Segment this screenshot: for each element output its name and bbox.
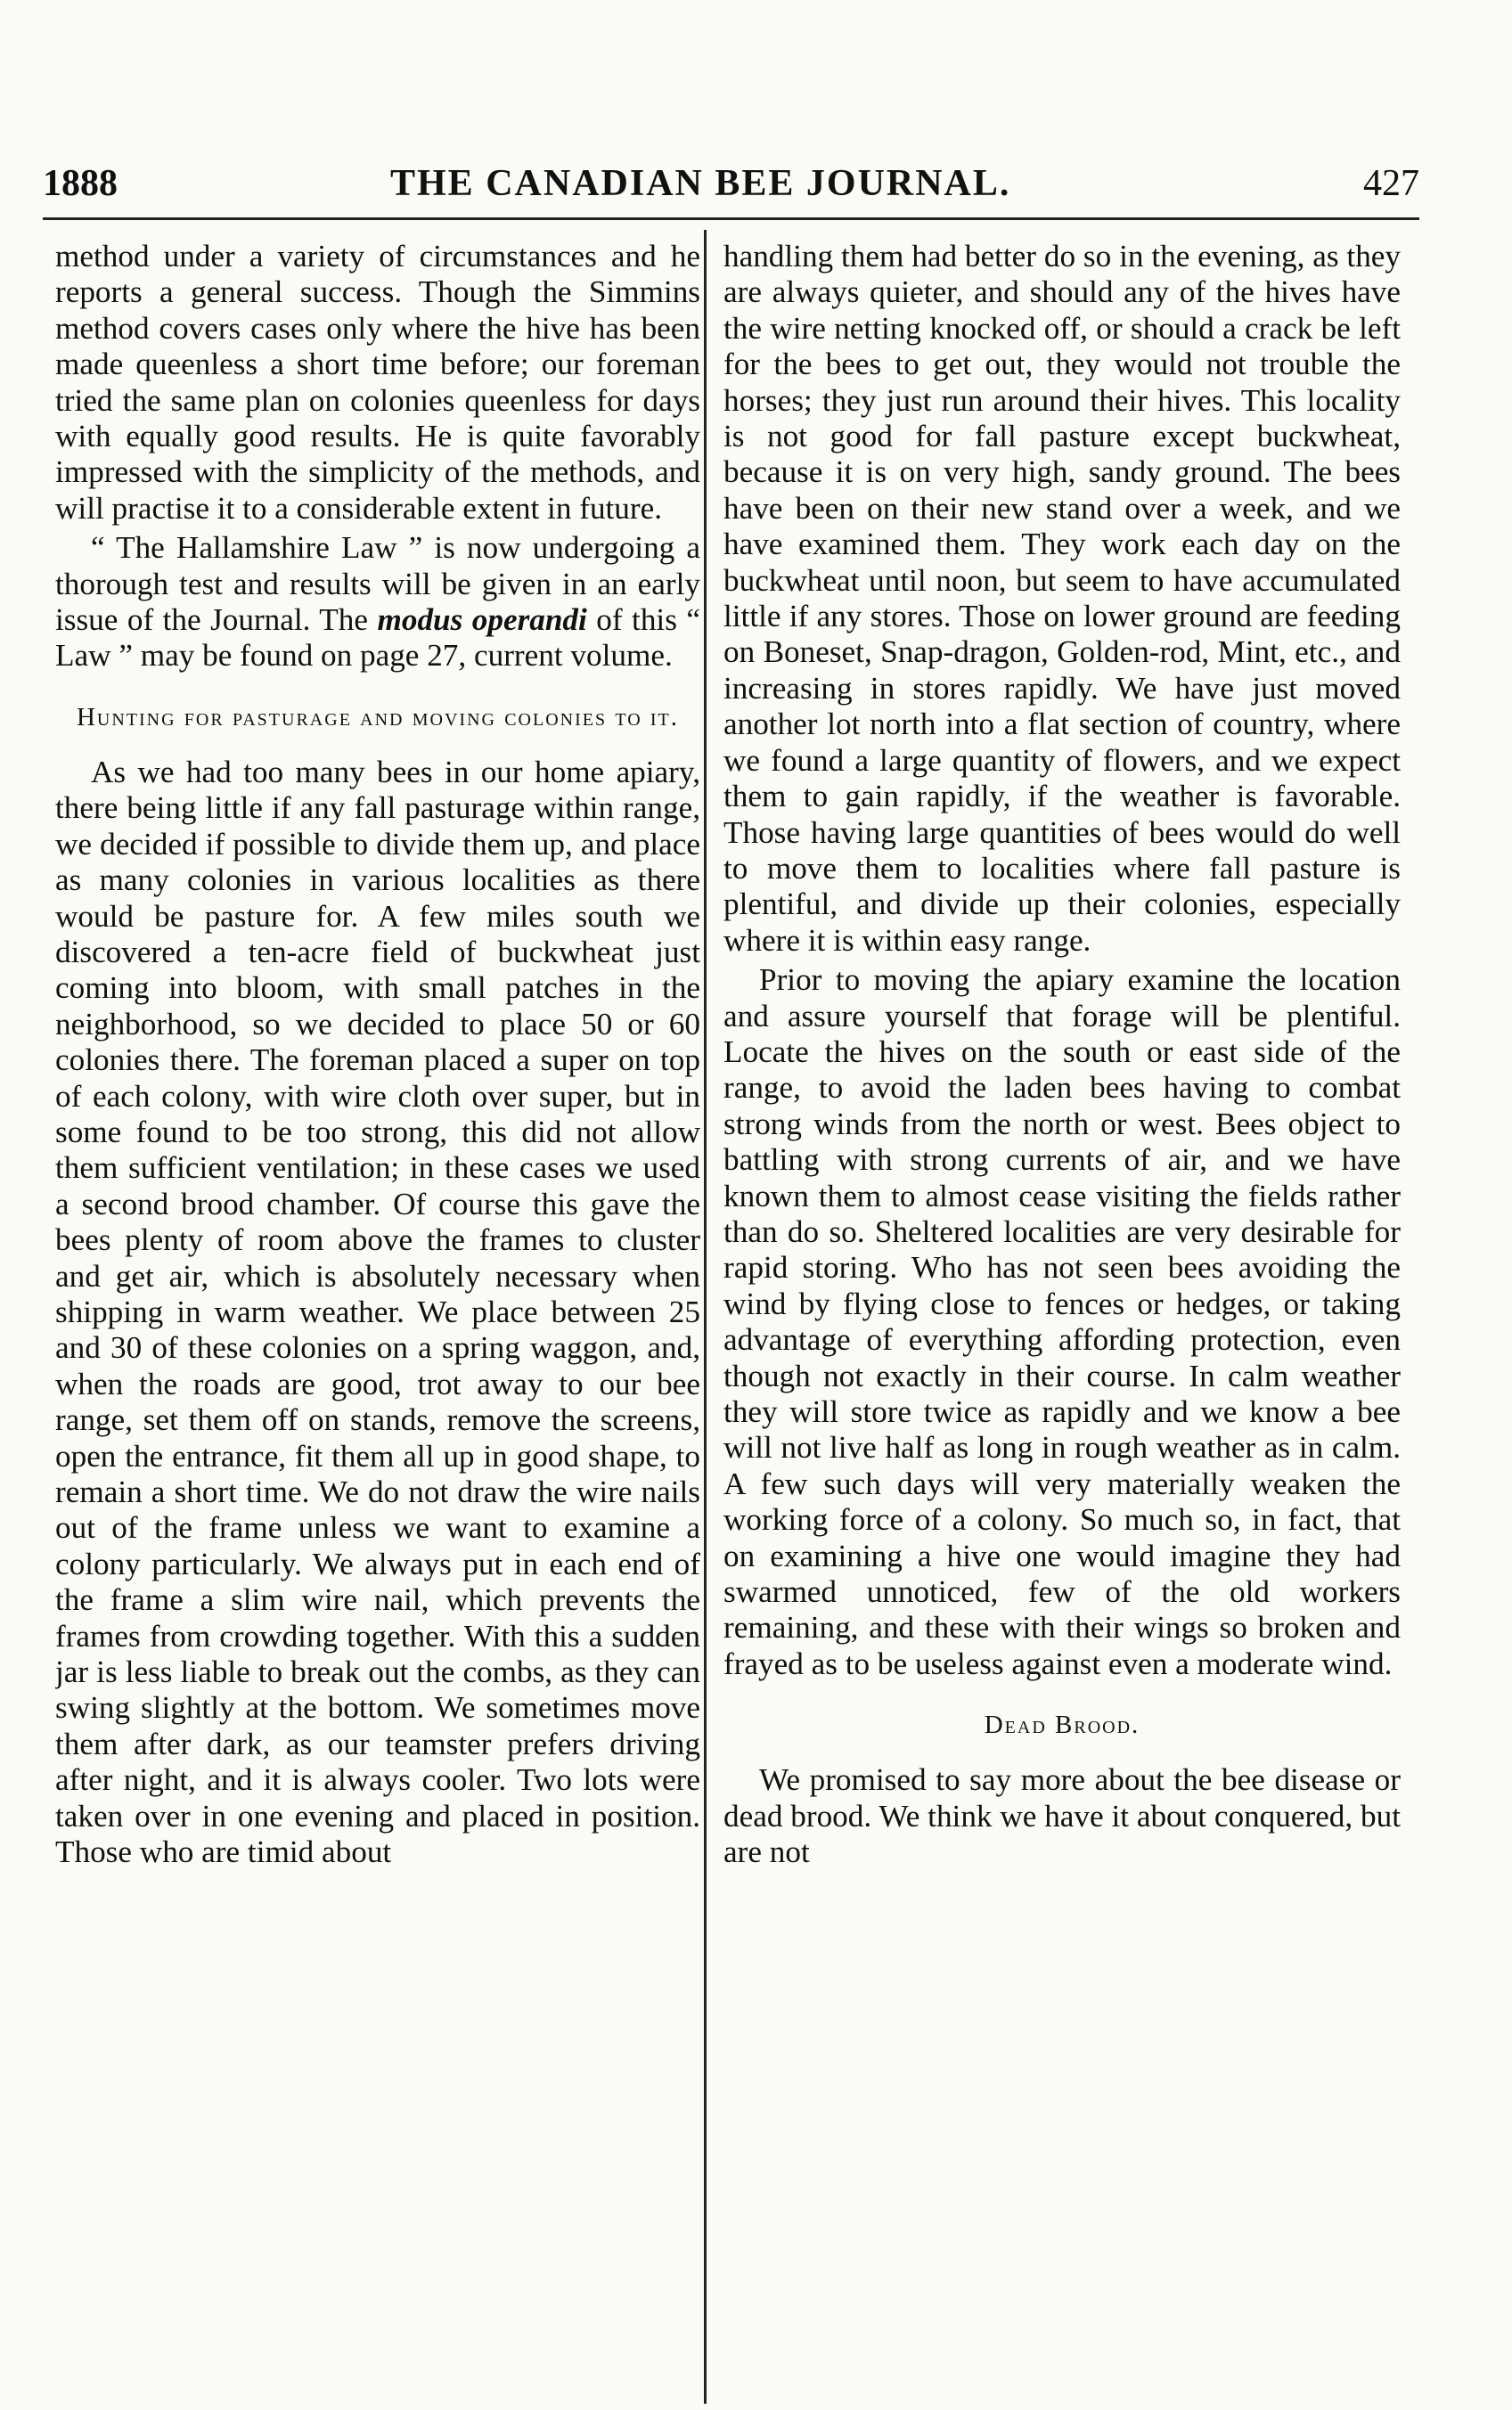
modus-operandi-text: modus operandi — [377, 602, 587, 638]
page-number: 427 — [1363, 163, 1419, 204]
page-header — [43, 157, 1419, 210]
header-rule — [43, 217, 1419, 220]
section-heading-dead-brood: Dead Brood. — [984, 1711, 1140, 1740]
left-paragraph-2-end: of this “ Law ” may be found on page 27, current volume. — [55, 602, 700, 674]
left-paragraph-3: As we had too many bees in our home apiary, there being little if any fall pasturage within range, we decided if possible to divide them up, and place as many colonies in various localities as there would be pasture for. A few miles south we discovered a ten-acre field of buckwheat just coming into bloom, with small patches in the neighborhood, so we decided to place 50 or 60 colonies there. The foreman placed a super on top of each colony, with wire cloth over super, but in some found to be too strong, this did not allow them sufficient ventilation; in these cases we used a second brood chamber. Of course this gave the bees plenty of room above the frames to cluster and get air, which is absolutely necessary when shipping in warm weather. We place between 25 and 30 of these colonies on a spring waggon, and, when the roads are good, trot away to our bee range, set them off on stands, remove the screens, open the entrance, fit them all up in good shape, to remain a short time. We do not draw the wire nails out of the frame unless we want to examine a colony particularly. We always put in each end of the frame a slim wire nail, which prevents the frames from crowding together. With this a sudden jar is less liable to break out the combs, as they can swing slightly at the bottom. We sometimes move them after dark, as our teamster prefers driving after night, and it is always cooler. Two lots were taken over in one evening and placed in position. Those who are timid about — [55, 754, 700, 1870]
left-paragraph-2 — [55, 530, 700, 674]
left-paragraph-2-start: “ The Hallamshire Law ” is now undergoing a thorough test and results will be given in an early issue of the Journal. The — [55, 530, 700, 638]
header-year: 1888 — [43, 163, 118, 204]
column-divider — [704, 230, 707, 2404]
right-paragraph-3: We promised to say more about the bee disease or dead brood. We think we have it about conquered, but are not — [723, 1762, 1401, 1870]
right-column — [723, 239, 1401, 2404]
right-paragraph-2: Prior to moving the apiary examine the location and assure yourself that forage will be plentiful. Locate the hives on the south or east side of the range, to avoid the laden bees having to combat strong winds from the north or west. Bees object to battling with strong currents of air, and we have known them to almost cease visiting the fields rather than do so. Sheltered localities are very desirable for rapid storing. Who has not seen bees avoiding the wind by flying close to fences or hedges, or taking advantage of everything affording protection, even though not exactly in their course. In calm weather they will store twice as rapidly and we know a bee will not live half as long in rough weather as in calm. A few such days will very materially weaken the working force of a colony. So much so, in fact, that on examining a hive one would imagine they had swarmed unnoticed, few of the old workers remaining, and these with their wings so broken and frayed as to be useless against even a moderate wind. — [723, 962, 1401, 1681]
left-paragraph-1: method under a variety of circumstances and he reports a general success. Though the Simmins method covers cases only where the hive has been made queenless a short time before; our foreman tried the same plan on colonies queenless for days with equally good results. He is quite favorably impressed with the simplicity of the methods, and will practise it to a considerable extent in future. — [55, 239, 700, 526]
left-column — [55, 239, 700, 2404]
section-heading-pasturage: Hunting for pasturage and moving colonies to it. — [76, 702, 680, 731]
journal-title: THE CANADIAN BEE JOURNAL. — [390, 163, 1011, 204]
right-paragraph-1: handling them had better do so in the evening, as they are always quieter, and should any of the hives have the wire netting knocked off, or should a crack be left for the bees to get out, they would not trouble the horses; they just run around their hives. This locality is not good for fall pasture except buckwheat, because it is on very high, sandy ground. The bees have been on their new stand over a week, and we have examined them. They work each day on the buckwheat until noon, but seem to have accumulated little if any stores. Those on lower ground are feeding on Boneset, Snap-dragon, Golden-rod, Mint, etc., and increasing in stores rapidly. We have just moved another lot north into a flat section of country, where we found a large quantity of flowers, and we expect them to gain rapidly, if the weather is favorable. Those having large quantities of bees would do well to move them to localities where fall pasture is plentiful, and divide up their colonies, especially where it is within easy range. — [723, 239, 1401, 958]
